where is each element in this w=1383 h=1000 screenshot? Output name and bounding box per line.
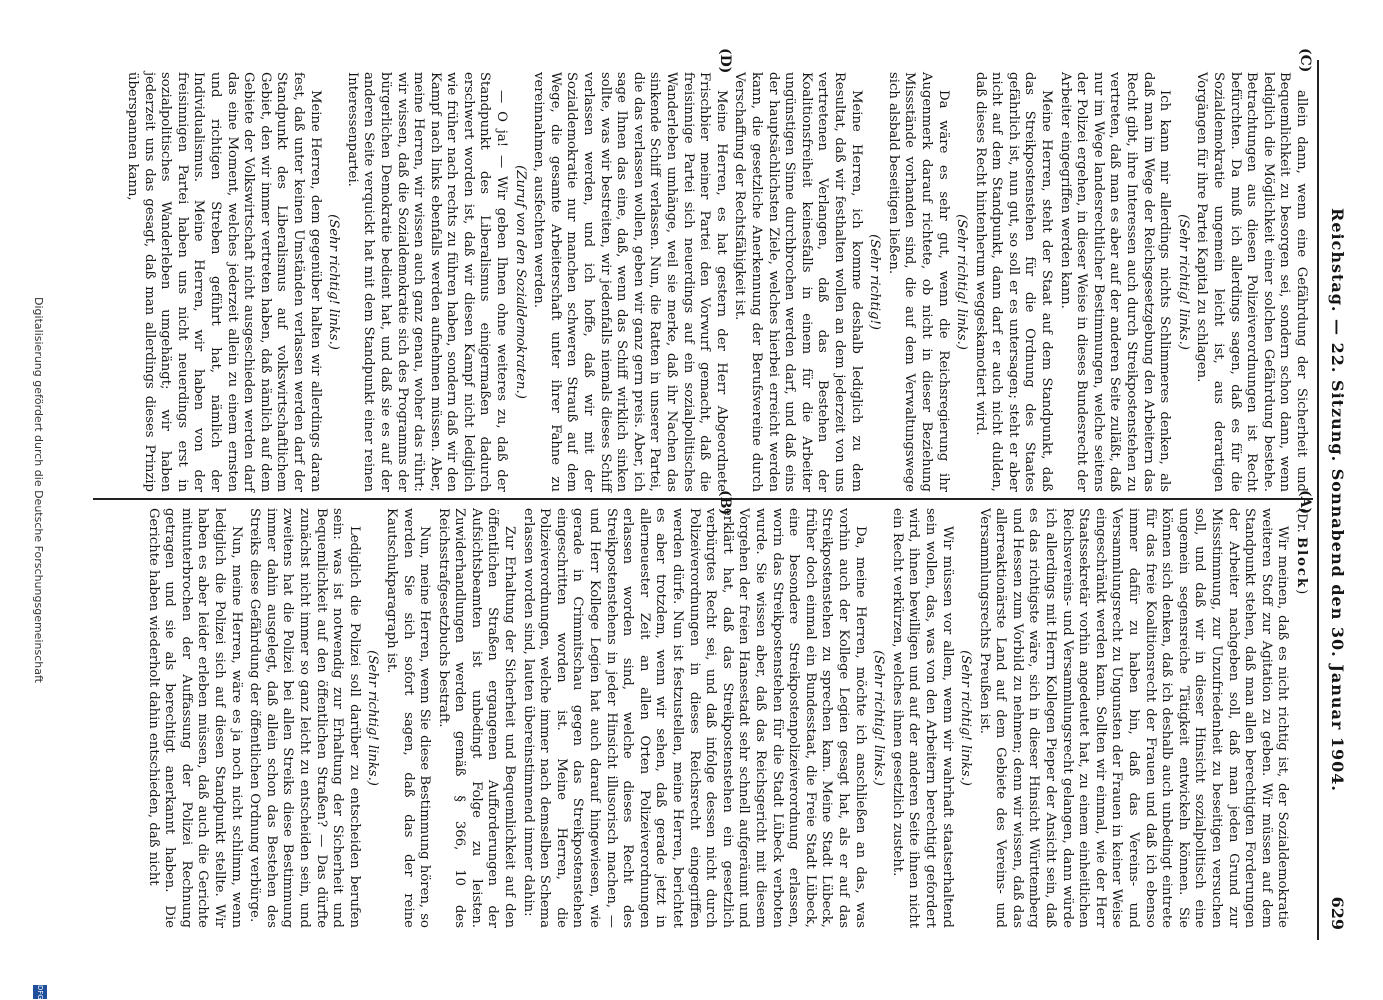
paragraph: Wir müssen vor allem, wenn wir wahrhaft staatserhaltend sein wollen, das, was von den Arbeitern berechtigt gefordert wird, ihnen bewilligen und auf der anderen Seite ihnen nicht ein Recht verkürzen, welches ihnen gesetzlich zusteht. <box>889 508 955 928</box>
speaker-line: (Dr. Block) <box>1294 508 1309 595</box>
paragraph: Nun, meine Herren, wäre es ja noch nicht schlimm, wenn lediglich die Polizei sich auf diesen Standpunkt stellte. Wir haben es aber leider erleben müssen, daß auch die Gerichte mitunterbrochen der Auffassung der Polizei Rechnung getragen und sie als berechtigt anerkannt haben. Die Gerichte haben wiederholt dahin entschieden, daß nicht <box>145 508 244 928</box>
running-title: Reichstag. — 22. Sitzung. Sonnabend den 30. Januar 1904. <box>1328 208 1347 792</box>
interjection: (Sehr richtig! links.) <box>326 214 342 350</box>
margin-letter-d: (D) <box>717 48 733 74</box>
page-number: 629 <box>1328 896 1347 930</box>
paragraph: Ich kann mir allerdings nichts Schlimmeres denken, als daß man im Wege der Reichsgesetzgebung den Arbeitern das Recht gibt, ihre Interessen auch durch Streikpostenstehen zu vertreten, daß man es aber auf der anderen Seite zuläßt, daß nur im Wege landesrechtlicher Bestimmungen, welche seitens der Polizei ergehen, in dieser Weise in dieses Bundesrecht der Arbeiter eingegriffen werden kann. <box>1057 72 1173 492</box>
interjection: (Sehr richtig!) <box>867 234 883 330</box>
digitization-credit <box>13 0 53 1000</box>
paragraph: allein dann, wenn eine Gefährdung der Sicherheit und Bequemlichkeit zu besorgen sei, sondern schon dann, wenn lediglich die Möglichkeit einer solchen Gefährdung bestehe. Betrachtungen aus diesen Polizeiverordnungen ist Recht befürchten. Da muß ich allerdings sagen, daß es für die Sozialdemokratie ungemein leicht ist, aus derartigen Vorgängen für ihre Partei Kapital zu schlagen. <box>1194 72 1309 492</box>
interjection: (Sehr richtig! links.) <box>365 650 381 786</box>
interjection: (Sehr richtig! links.) <box>958 650 974 786</box>
page-header <box>1325 70 1347 930</box>
paragraph: Meine Herren, steht der Staat auf dem Standpunkt, daß das Streikpostenstehen für die Ordnung des Staates gefährlich ist, nun gut, so soll er es untersagen; steht er aber nicht auf dem Standpunkt, dann darf er auch nicht dulden, daß dieses Recht hintenherum weggeskamotiert wird. <box>972 72 1055 492</box>
paragraph: Meine Herren, ich komme deshalb lediglich zu dem Resultat, daß wir festhalten wollen an dem jederzeit von uns vertretenen Verlangen, daß das Bestehen der Koalitionsfreiheit keinesfalls in einem für die Arbeiter ungünstigen Sinne durchbrochen werden darf, und daß eins der hauptsächlichsten Ziele, welches hierbei erreicht werden kann, die gesetzliche Anerkennung der Berufsvereine durch Verschaffung der Rechtsfähigkeit ist. <box>732 72 864 492</box>
interjection: (Sehr richtig! links.) <box>954 214 970 350</box>
paragraph: — O ja! — Wir geben Ihnen ohne weiteres zu, daß der Standpunkt des Liberalismus einigermaßen dadurch erschwert worden ist, daß wir diesen Kampf nicht lediglich wie früher nach rechts zu führen haben, sondern daß wir den Kampf nach links ebenfalls werden aufnehmen müssen. Aber, meine Herren, wir wissen auch ganz genau, woher das rührt: wir wissen, daß die Sozialdemokratie sich des Programms der bürgerlichen Demokratie bedient hat, und daß sie es auf der anderen Seite verquickt hat mit dem Standpunkt einer reinen Interessenpartei. <box>344 72 510 492</box>
interjection: (Sehr richtig! links.) <box>871 650 887 786</box>
column-divider <box>93 498 1313 500</box>
paragraph: Lediglich die Polizei soll darüber zu entscheiden berufen sein: was ist notwendig zur Erhaltung der Sicherheit und Bequemlichkeit auf den öffentlichen Straßen? — Das dürfte zunächst nicht immer so ganz leicht zu entscheiden sein, und zweitens hat die Polizei bei allen Streiks diese Bestimmung immer dahin ausgelegt, daß allein schon das Bestehen des Streiks diese Gefährdung der öffentlichen Ordnung verbürge. <box>247 508 362 928</box>
credit-text: Digitalisierung gefördert durch die Deutsche Forschungsgemeinschaft <box>32 297 45 683</box>
interjection: (Sehr richtig! links.) <box>1175 214 1191 350</box>
margin-letter-c: (C) <box>1297 48 1313 73</box>
interjection: (Zuruf von den Sozialdemokraten.) <box>512 165 528 399</box>
paragraph: Da wäre es sehr gut, wenn die Reichsregierung ihr Augenmerk darauf richtete, ob nicht in dieser Beziehung Missstände vorhanden sind, die auf dem Verwaltungswege sich alsbald beseitigen ließen. <box>885 72 951 492</box>
header-rule <box>1317 60 1319 940</box>
right-text-column <box>121 72 1309 492</box>
left-text-column <box>142 508 1309 928</box>
paragraph: Wir meinen, daß es nicht richtig ist, der Sozialdemokratie weiteren Stoff zur Agitation zu geben. Wir müssen auf dem Standpunkt stehen, daß man allen berechtigten Forderungen der Arbeiter nachgeben soll, daß man jeden Grund zur Missstimmung, zur Unzufriedenheit zu beseitigen versuchen soll, und daß wir in dieser Hinsicht sozialpolitisch eine ungemein segensreiche Tätigkeit entwickeln können. Sie können sich denken, daß ich deshalb auch unbedingt eintrete für das freie Koalitionsrecht der Frauen und daß ich ebenso immer dafür zu haben bin, daß das Vereins- und Versammlungsrecht zu Ungunsten der Frauen in keiner Weise eingeschränkt werden kann. Sollten wir einmal, wie der Herr Staatssekretär vorhin angedeutet hat, zu einem einheitlichen Reichsvereins- und Versammlungsrecht gelangen, dann würde ich allerdings mit Herrn Kollegen Pieper der Ansicht sein, daß es das richtigste wäre, sich in dieser Hinsicht Württemberg und Hessen zum Vorbild zu nehmen; denn wir wissen, daß das allerreaktionärste Land auf dem Gebiete des Vereins- und Versammlungsrechts Preußen ist. <box>976 508 1291 928</box>
margin-letter-a: (A) <box>1297 490 1313 515</box>
quoted-regulation: Zur Erhaltung der Sicherheit und Bequemlichkeit auf den öffentlichen Straßen ergangenen Aufforderungen der Aufsichtsbeamten ist unbedingt Folge zu leisten. Zuwiderhandlungen werden gemäß § 366, 10 des Reichsstrafgesetzbuchs bestraft. <box>435 508 518 928</box>
paragraph: Nun, meine Herren, wenn Sie diese Bestimmung hören, so werden Sie sich sofort sagen, daß das der reine Kautschukparagraph ist. <box>383 508 433 928</box>
speaker-name: Block <box>1294 536 1309 590</box>
paragraph: Meine Herren, dem gegenüber halten wir allerdings daran fest, daß unter keinen Umständen verlassen werden darf der Standpunkt des Liberalismus auf volkswirtschaftlichem Gebiet, den wir immer vertreten haben, daß nämlich auf dem Gebiete der Volkswirtschaft nicht ausgeschieden werden darf das eine Moment, welches jederzeit allein zu einem ernsten und richtigen Streben geführt hat, nämlich der Individualismus. Meine Herren, wir haben von der freisinnigen Partei haben uns nicht neuerdings erst in sozialpolitisches Wanderleben umgehängt; wir haben jederzeit uns das gesagt, daß man allerdings dieses Prinzip überspannen kann, <box>125 72 323 492</box>
dfg-logo-icon: DFG <box>33 985 47 999</box>
margin-letter-b: (B) <box>717 490 733 516</box>
paragraph: Da, meine Herren, möchte ich anschließen an das, was vorhin auch der Kollege Legien gesagt hat, als er auf das Streikpostenstehen zu sprechen kam. Meine Stadt Lübeck, früher doch einmal ein Bundesstaat, die Freie Stadt Lübeck, eine besondere Streikpostenpolizeiverordnung erlassen, worin das Streikpostenstehen für die Stadt Lübeck verboten wurde. Sie wissen aber, daß das Reichsgericht mit diesem Vorgehen der freien Hansestadt sehr schnell aufgeräumt und erklärt hat, daß das Streikpostenstehen ein gesetzlich verbürgtes Recht sei, und daß infolge dessen nicht durch Polizeiverordnungen in dieses Reichsrecht eingegriffen werden dürfe. Nun ist festzustellen, meine Herren, berichtet es aber trotzdem, wenn wir sehen, daß gerade jetzt in allerneuester Zeit an allen Orten Polizeiverordnungen erlassen worden sind, welche dieses Recht des Streikpostenstehens in jeder Hinsicht illusorisch machen, — und Herr Kollege Legien hat auch darauf hingewiesen, wie gerade in Crimmitschau gegen das Streikpostenstehen eingeschritten worden ist. Meine Herren, die Polizeiverordnungen, welche immer nach demselben Schema erlassen worden sind, lauten übereinstimmend immer dahin: <box>520 508 868 928</box>
paragraph: Meine Herren, es hat gestern der Herr Abgeordnete Frischbier meiner Partei den Vorwurf gemacht, daß die freisinnige Partei sich neuerdings auf ein sozialpolitisches Wanderleben umhänge, weil sie merke, daß ihr Nachen das sinkende Schiff verlassen. Nun, die Ratten in unserer Partei, die das verlassen wollen, geben wir ganz gern preis. Aber, ich sage Ihnen das eine, daß, wenn das Schiff wirklich sinken sollte, was wir bestreiten, wir jedenfalls niemals dieses Schiff verlassen werden, und ich hoffe, daß wir mit der Sozialdemokratie nur manchen schweren Strauß auf dem Wege, die gesamte Arbeiterschaft unter ihrer Fahne zu vereinnahmen, ausfechten werden. <box>531 72 729 492</box>
